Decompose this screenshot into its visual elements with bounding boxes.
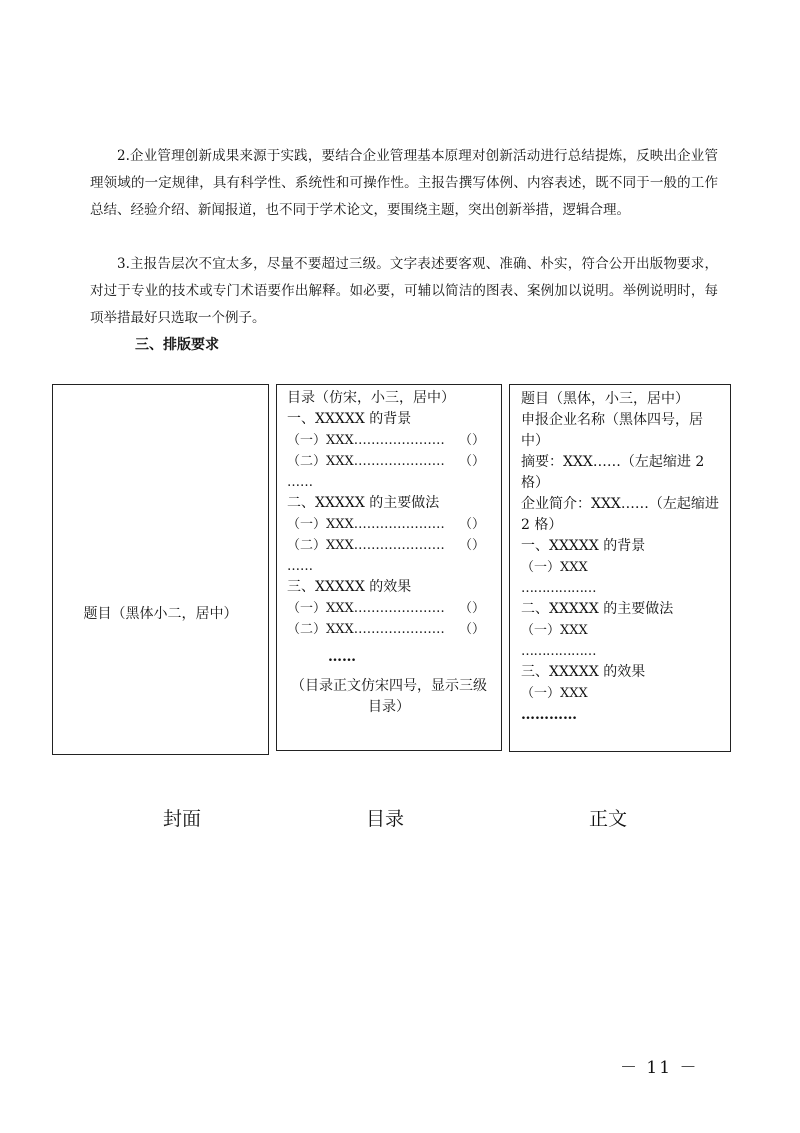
- toc-section-title: 三、XXXXX 的效果: [287, 579, 412, 595]
- toc-section-title: 二、XXXXX 的主要做法: [287, 495, 440, 511]
- section-heading: 三、排版要求: [135, 337, 219, 353]
- cover-title-text: 题目（黑体小二，居中）: [83, 606, 238, 622]
- toc-ellipsis: ……: [287, 559, 313, 574]
- paragraph-3: 3.主报告层次不宜太多，尽量不要超过三级。文字表述要客观、准确、朴实，符合公开出版物要求，对过于专业的技术或专门术语要作出解释。如必要，可辅以简洁的图表、案例加以说明。举例说明时，每项举措最好只选取一个例子。: [90, 256, 718, 326]
- body-subsection-2: （一）XXX: [521, 623, 588, 638]
- body-dots-3: …………: [521, 707, 577, 723]
- toc-entry-page: （）: [458, 622, 485, 637]
- toc-entry-label: （二）XXX: [287, 622, 354, 637]
- toc-entry: [287, 430, 485, 451]
- body-dots-2: ………………: [521, 644, 596, 659]
- toc-entry-page: （）: [458, 601, 485, 616]
- toc-entry-dots: …………………: [353, 622, 445, 637]
- toc-entry-dots: …………………: [353, 454, 445, 469]
- toc-note: （目录正文仿宋四号，显示三级目录）: [291, 678, 487, 715]
- body-company: 申报企业名称（黑体四号，居中）: [521, 412, 703, 449]
- toc-sample-box: [276, 384, 502, 751]
- caption-body: 正文: [589, 808, 628, 830]
- toc-entry: [287, 451, 485, 472]
- toc-entry: [287, 514, 485, 535]
- paragraph-2: 2.企业管理创新成果来源于实践，要结合企业管理基本原理对创新活动进行总结提炼，反映出企业管理领域的一定规律，具有科学性、系统性和可操作性。主报告撰写体例、内容表述，既不同于一般的工作总结、经验介绍、新闻报道，也不同于学术论文，要围绕主题，突出创新举措，逻辑合理。: [90, 148, 718, 218]
- body-section-2: 二、XXXXX 的主要做法: [521, 601, 674, 617]
- toc-entry-label: （一）XXX: [287, 517, 354, 532]
- toc-entry-label: （二）XXX: [287, 538, 354, 553]
- body-subsection-3: （一）XXX: [521, 686, 588, 701]
- toc-entry-label: （二）XXX: [287, 454, 354, 469]
- toc-big-ellipsis: ……: [328, 649, 356, 665]
- toc-entry-page: （）: [458, 454, 485, 469]
- body-intro: 企业简介：XXX……（左起缩进 2 格）: [521, 496, 719, 533]
- toc-entry-dots: …………………: [353, 517, 445, 532]
- toc-entry: [287, 619, 485, 640]
- caption-cover: 封面: [163, 808, 202, 830]
- toc-entry-page: （）: [458, 433, 485, 448]
- toc-entry-label: （一）XXX: [287, 433, 354, 448]
- toc-entry: [287, 535, 485, 556]
- body-section-3: 三、XXXXX 的效果: [521, 664, 646, 680]
- body-sample-box: [509, 384, 731, 752]
- cover-sample-box: [52, 384, 269, 755]
- toc-section-title: 一、XXXXX 的背景: [287, 411, 412, 427]
- toc-entry-page: （）: [458, 517, 485, 532]
- toc-header: 目录（仿宋，小三，居中）: [287, 390, 455, 406]
- body-title: 题目（黑体，小三，居中）: [521, 391, 689, 407]
- page-number: － 11 －: [620, 1058, 699, 1078]
- toc-entry: [287, 598, 485, 619]
- body-abstract: 摘要：XXX……（左起缩进 2 格）: [521, 454, 705, 491]
- toc-entry-dots: …………………: [353, 538, 445, 553]
- toc-entry-dots: …………………: [353, 601, 445, 616]
- body-section-1: 一、XXXXX 的背景: [521, 538, 646, 554]
- toc-entry-page: （）: [458, 538, 485, 553]
- body-subsection-1: （一）XXX: [521, 560, 588, 575]
- toc-ellipsis: ……: [287, 475, 313, 490]
- body-dots-1: ………………: [521, 581, 596, 596]
- toc-entry-dots: …………………: [353, 433, 445, 448]
- caption-toc: 目录: [366, 808, 405, 830]
- toc-entry-label: （一）XXX: [287, 601, 354, 616]
